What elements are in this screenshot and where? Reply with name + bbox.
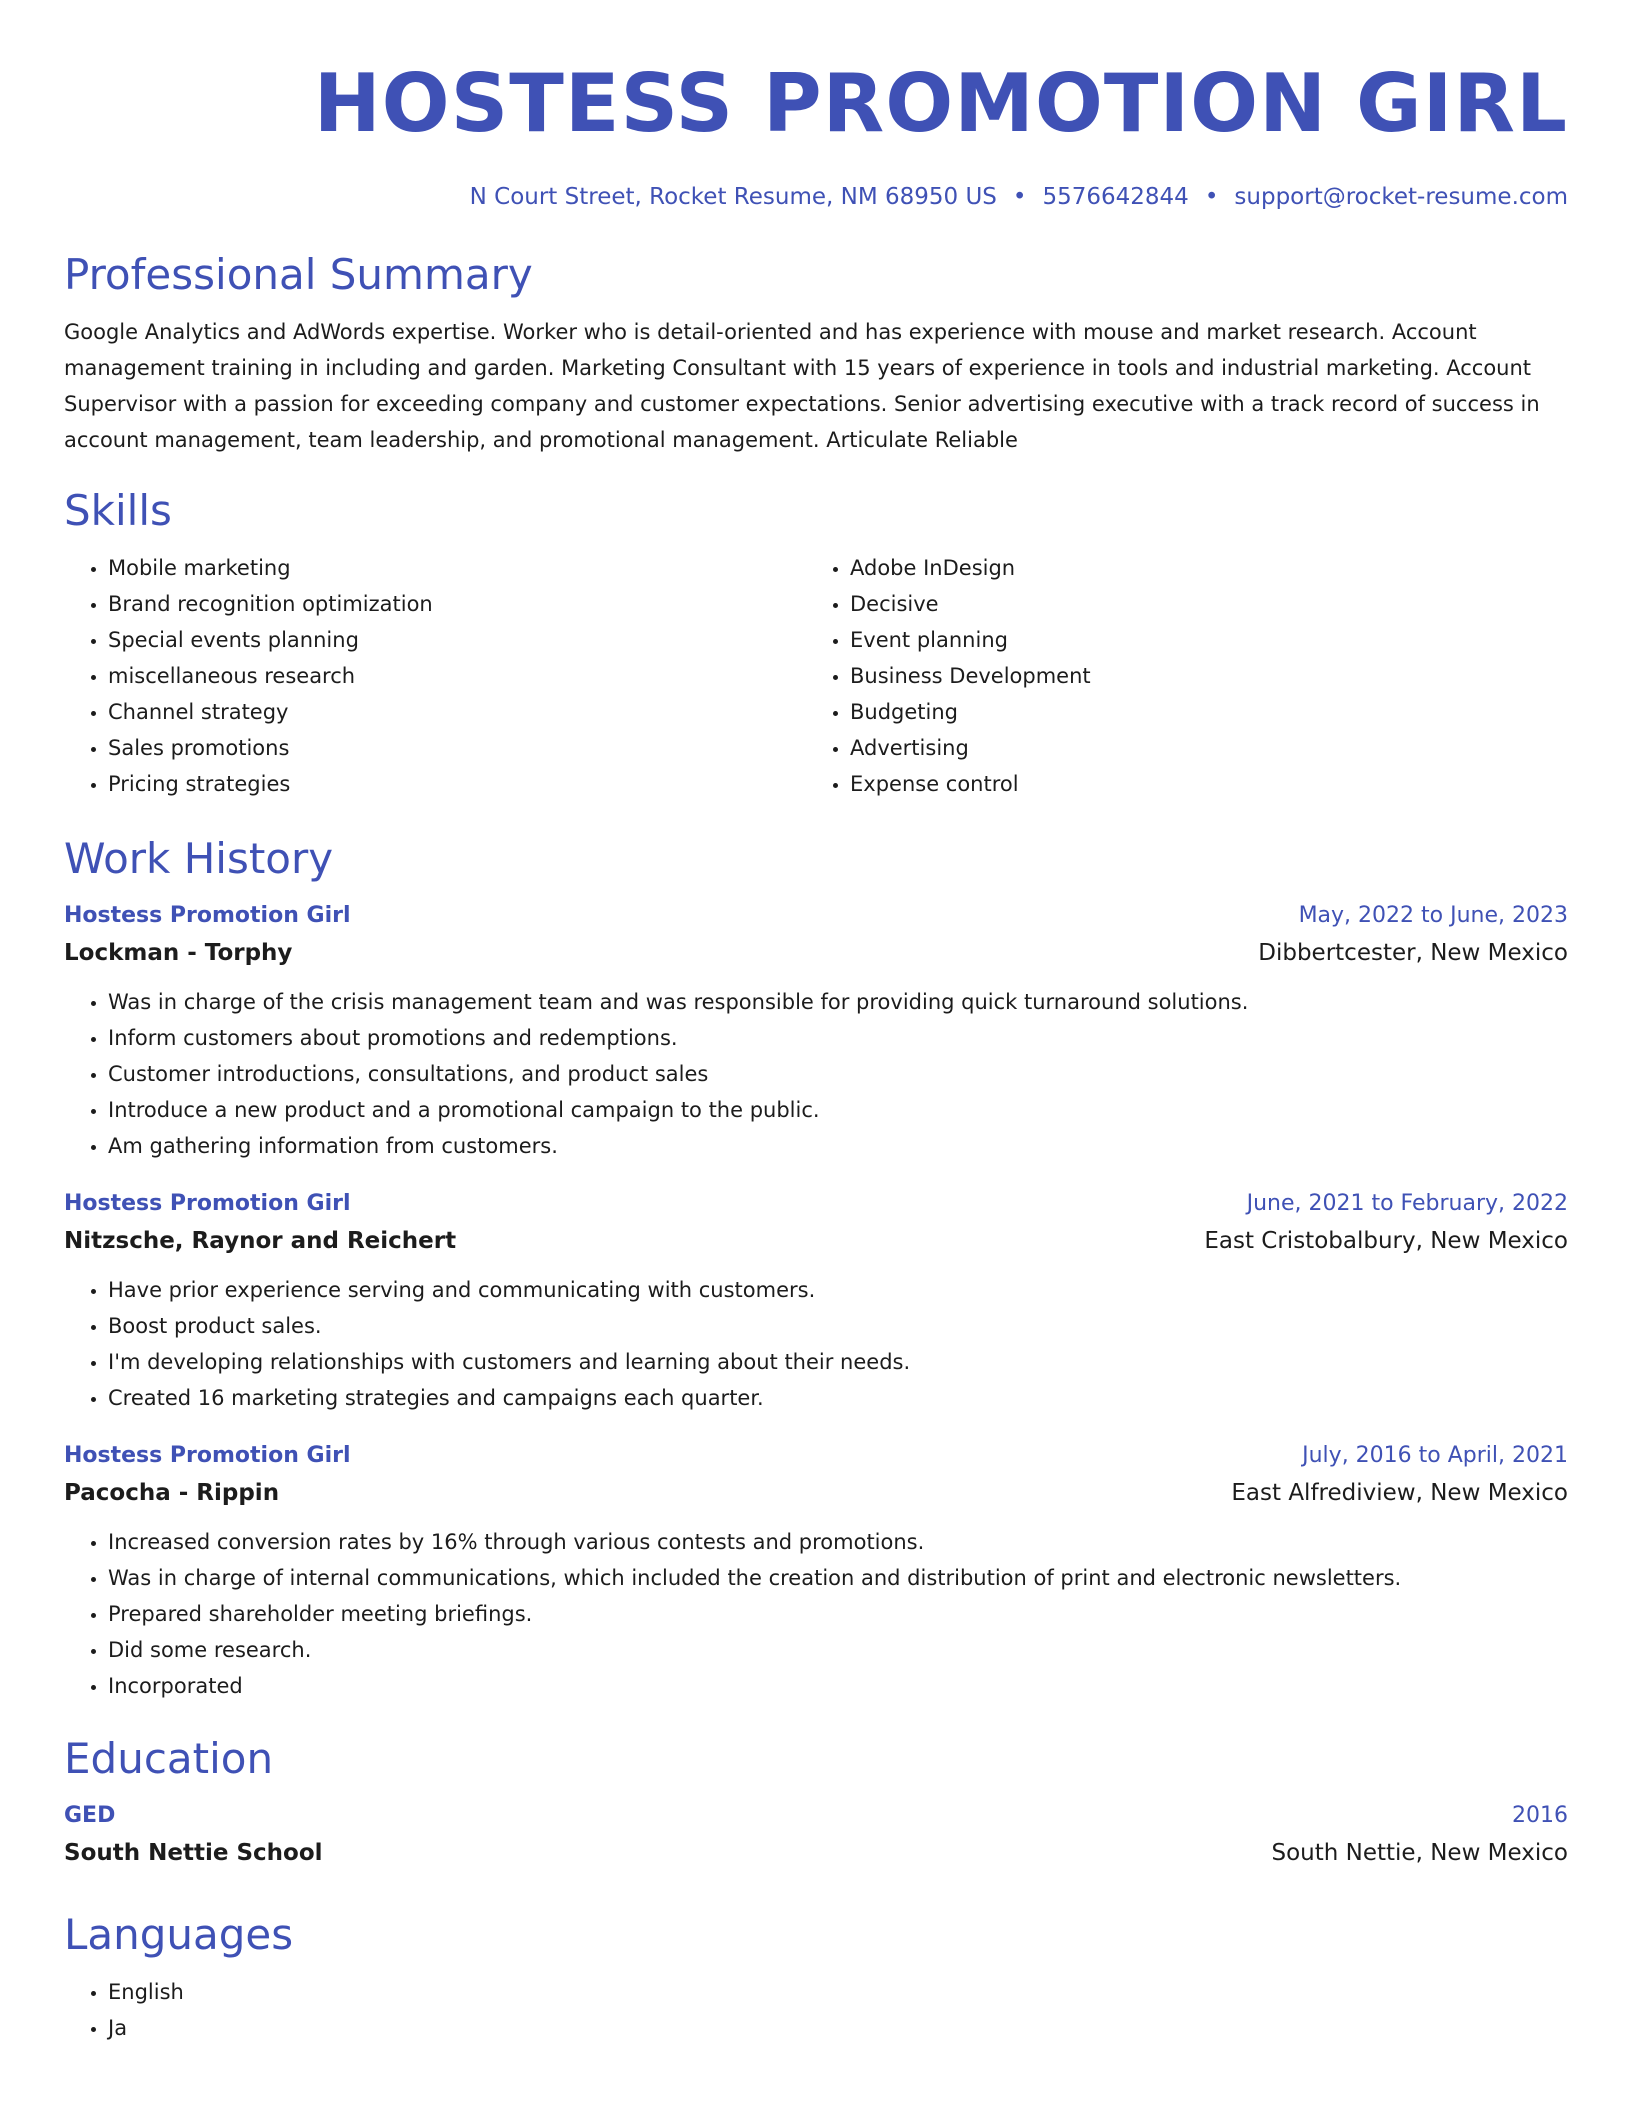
job-duty: • Prepared shareholder meeting briefings. <box>108 1596 1568 1632</box>
education-location: South Nettie, New Mexico <box>1271 1840 1568 1866</box>
skill-item: • Mobile marketing <box>108 550 806 586</box>
job-duty: • Was in charge of the crisis management team and was responsible for providing quick turnaround solutions. <box>108 984 1568 1020</box>
contact-address: N Court Street, Rocket Resume, NM 68950 US <box>469 184 997 210</box>
skill-item: • Event planning <box>850 622 1548 658</box>
language-item: • Ja <box>108 2010 1568 2046</box>
summary-heading: Professional Summary <box>64 250 533 299</box>
skills-column-left <box>64 550 806 802</box>
job-duty: • Created 16 marketing strategies and campaigns each quarter. <box>108 1380 1568 1416</box>
skill-item: • Advertising <box>850 730 1548 766</box>
job-duty: • Incorporated <box>108 1668 1568 1704</box>
skills-column-right <box>806 550 1548 802</box>
job-role: Hostess Promotion Girl <box>64 1443 351 1468</box>
skills-heading: Skills <box>64 486 172 535</box>
job-company: Pacocha - Rippin <box>64 1480 280 1506</box>
job-duty: • Customer introductions, consultations, and product sales <box>108 1056 1568 1092</box>
job-duties <box>64 984 1568 1164</box>
work-history-heading: Work History <box>64 834 334 883</box>
languages-list <box>64 1974 1568 2046</box>
job-dates: May, 2022 to June, 2023 <box>1298 903 1568 928</box>
skill-item: • Special events planning <box>108 622 806 658</box>
job-role: Hostess Promotion Girl <box>64 903 351 928</box>
job-dates: June, 2021 to February, 2022 <box>1246 1191 1568 1216</box>
job-entry <box>64 900 1568 1164</box>
job-duty: • I'm developing relationships with customers and learning about their needs. <box>108 1344 1568 1380</box>
skill-item: • Channel strategy <box>108 694 806 730</box>
job-location: East Alfrediview, New Mexico <box>1231 1480 1568 1506</box>
skill-item: • Decisive <box>850 586 1548 622</box>
skill-item: • Brand recognition optimization <box>108 586 806 622</box>
contact-email: support@rocket-resume.com <box>1234 184 1568 210</box>
job-location: East Cristobalbury, New Mexico <box>1204 1228 1568 1254</box>
job-duty: • Introduce a new product and a promotional campaign to the public. <box>108 1092 1568 1128</box>
summary-text: Google Analytics and AdWords expertise. Worker who is detail-oriented and has experience with mouse and market research. Account management training in including and garden. Marketing Consultant with 15 years of experience in tools and industrial marketing. Account Supervisor with a passion for exceeding company and customer expectations. Senior advertising executive with a track record of success in account management, team leadership, and promotional management. Articulate Reliable <box>64 320 1540 452</box>
education-heading: Education <box>64 1734 274 1783</box>
job-company: Nitzsche, Raynor and Reichert <box>64 1228 457 1254</box>
skill-item: • Adobe InDesign <box>850 550 1548 586</box>
education-year: 2016 <box>1512 1803 1568 1828</box>
job-role: Hostess Promotion Girl <box>64 1191 351 1216</box>
job-duty: • Inform customers about promotions and redemptions. <box>108 1020 1568 1056</box>
job-duty: • Am gathering information from customers. <box>108 1128 1568 1164</box>
job-company: Lockman - Torphy <box>64 940 293 966</box>
job-duty: • Increased conversion rates by 16% through various contests and promotions. <box>108 1524 1568 1560</box>
contact-separator: • <box>1204 184 1219 210</box>
contact-phone: 5576642844 <box>1042 184 1189 210</box>
job-location: Dibbertcester, New Mexico <box>1258 940 1568 966</box>
job-duties <box>64 1524 1568 1704</box>
skill-item: • Pricing strategies <box>108 766 806 802</box>
job-duties <box>64 1272 1568 1416</box>
skills-list <box>64 550 1568 802</box>
skill-item: • Expense control <box>850 766 1548 802</box>
resume-header <box>64 0 1568 210</box>
education-entry <box>64 1800 1568 1874</box>
contact-separator: • <box>1012 184 1027 210</box>
skill-item: • Budgeting <box>850 694 1548 730</box>
job-dates: July, 2016 to April, 2021 <box>1302 1443 1568 1468</box>
education-degree: GED <box>64 1803 116 1828</box>
job-entry <box>64 1440 1568 1704</box>
languages-heading: Languages <box>64 1910 294 1959</box>
job-duty: • Boost product sales. <box>108 1308 1568 1344</box>
job-duty: • Have prior experience serving and communicating with customers. <box>108 1272 1568 1308</box>
skill-item: • Business Development <box>850 658 1548 694</box>
education-school: South Nettie School <box>64 1840 323 1866</box>
skill-item: • miscellaneous research <box>108 658 806 694</box>
job-entry <box>64 1188 1568 1416</box>
job-duty: • Was in charge of internal communications, which included the creation and distribution of print and electronic newsletters. <box>108 1560 1568 1596</box>
contact-line <box>64 184 1568 210</box>
candidate-name: HOSTESS PROMOTION GIRL <box>313 57 1568 150</box>
skill-item: • Sales promotions <box>108 730 806 766</box>
language-item: • English <box>108 1974 1568 2010</box>
job-duty: • Did some research. <box>108 1632 1568 1668</box>
